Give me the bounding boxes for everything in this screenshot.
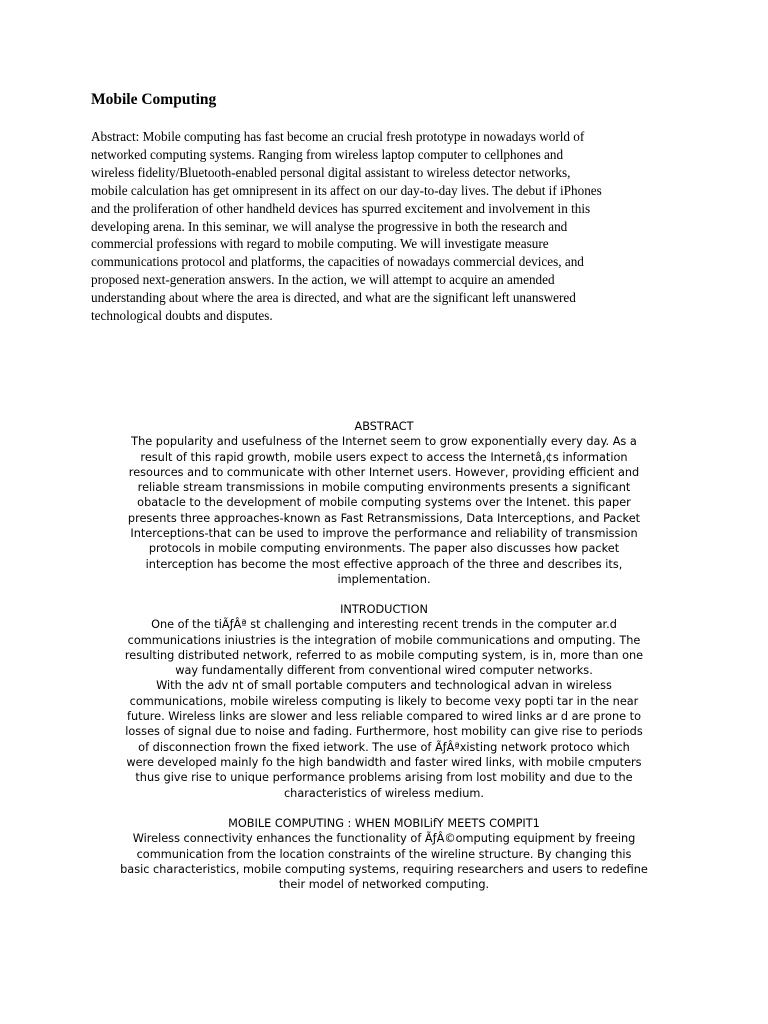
text-line: proposed next-generation answers. In the action, we will attempt to acquire an amended: [91, 272, 555, 288]
text-line: result of this rapid growth, mobile users expect to access the Internetâ‚¢s information: [140, 450, 628, 464]
text-line: of disconnection frown the fixed ietwork. The use of ÃƒÂªxisting network protoco which: [138, 740, 630, 754]
text-line: way fundamentally different from conventional wired computer networks.: [175, 664, 593, 678]
text-line: With the adv nt of small portable computers and technological advan in wireless: [156, 679, 612, 693]
text-line: mobile calculation has get omnipresent in its affect on our day-to-day lives. The debut if iPhones: [91, 182, 602, 198]
text-line: developing arena. In this seminar, we will analyse the progressive in both the research and: [91, 218, 568, 234]
text-line: thus give rise to unique performance problems arising from lost mobility and due to the: [135, 771, 633, 785]
text-line: basic characteristics, mobile computing systems, requiring researchers and users to redefine: [120, 862, 648, 876]
text-line: One of the tiÃƒÂª st challenging and interesting recent trends in the computer ar.d: [151, 618, 617, 632]
abstract-section: [70, 419, 698, 587]
text-line: obatacle to the development of mobile computing systems over the Intenet. this paper: [137, 496, 631, 510]
text-line: wireless fidelity/Bluetooth-enabled personal digital assistant to wireless detector networks,: [91, 164, 571, 180]
text-line: Abstract: Mobile computing has fast become an crucial fresh prototype in nowadays world of: [91, 129, 585, 144]
text-line: presents three approaches-known as Fast Retransmissions, Data Interceptions, and Packet: [127, 511, 641, 525]
text-line: future. Wireless links are slower and less reliable compared to wired links ar d are prone to: [127, 710, 641, 724]
text-line: commercial professions with regard to mobile computing. We will investigate measure: [91, 236, 549, 252]
text-line: communications protocol and platforms, the capacities of nowadays commercial devices, and: [91, 254, 584, 270]
text-line: resulting distributed network, referred to as mobile computing system, is in, more than one: [124, 648, 644, 662]
text-line: understanding about where the area is directed, and what are the significant left unanswered: [91, 290, 576, 306]
text-line: interception has become the most effective approach of the three and describes its,: [145, 557, 623, 571]
text-line: characteristics of wireless medium.: [283, 786, 485, 800]
introduction-section: [70, 602, 698, 801]
text-line: communication from the location constraints of the wireline structure. By changing this: [136, 847, 632, 861]
mobile-computing-section: [70, 816, 698, 892]
abstract-paragraph: [91, 128, 691, 325]
text-line: communications iniustries is the integration of mobile communications and omputing. The: [127, 633, 641, 647]
page-title: Mobile Computing: [91, 91, 217, 108]
text-line: reliable stream transmissions in mobile computing environments presents a significant: [137, 481, 631, 495]
text-line: their model of networked computing.: [278, 878, 490, 892]
text-line: resources and to communicate with other Internet users. However, providing efficient and: [128, 465, 640, 479]
text-line: Interceptions-that can be used to improve the performance and reliability of transmission: [130, 527, 638, 541]
text-line: losses of signal due to noise and fading. Furthermore, host mobility can give rise to periods: [125, 725, 643, 739]
text-line: and the proliferation of other handheld devices has spurred excitement and involvement in this: [91, 200, 591, 216]
text-line: networked computing systems. Ranging from wireless laptop computer to cellphones and: [91, 146, 564, 162]
text-line: were developed mainly fo the high bandwidth and faster wired links, with mobile cmputers: [126, 755, 642, 769]
text-line: protocols in mobile computing environments. The paper also discusses how packet: [148, 542, 620, 556]
text-line: Wireless connectivity enhances the functionality of ÃƒÂ©omputing equipment by freeing: [132, 832, 636, 846]
section-heading: MOBILE COMPUTING : WHEN MOBILifY MEETS COMPIT1: [228, 817, 540, 830]
text-line: implementation.: [337, 572, 431, 586]
text-line: communications, mobile wireless computing is likely to become vexy popti tar in the near: [129, 694, 639, 708]
section-heading: INTRODUCTION: [340, 603, 428, 616]
text-line: The popularity and usefulness of the Internet seem to grow exponentially every day. As a: [131, 435, 637, 449]
text-line: technological doubts and disputes.: [91, 308, 273, 324]
section-heading: ABSTRACT: [354, 420, 414, 433]
